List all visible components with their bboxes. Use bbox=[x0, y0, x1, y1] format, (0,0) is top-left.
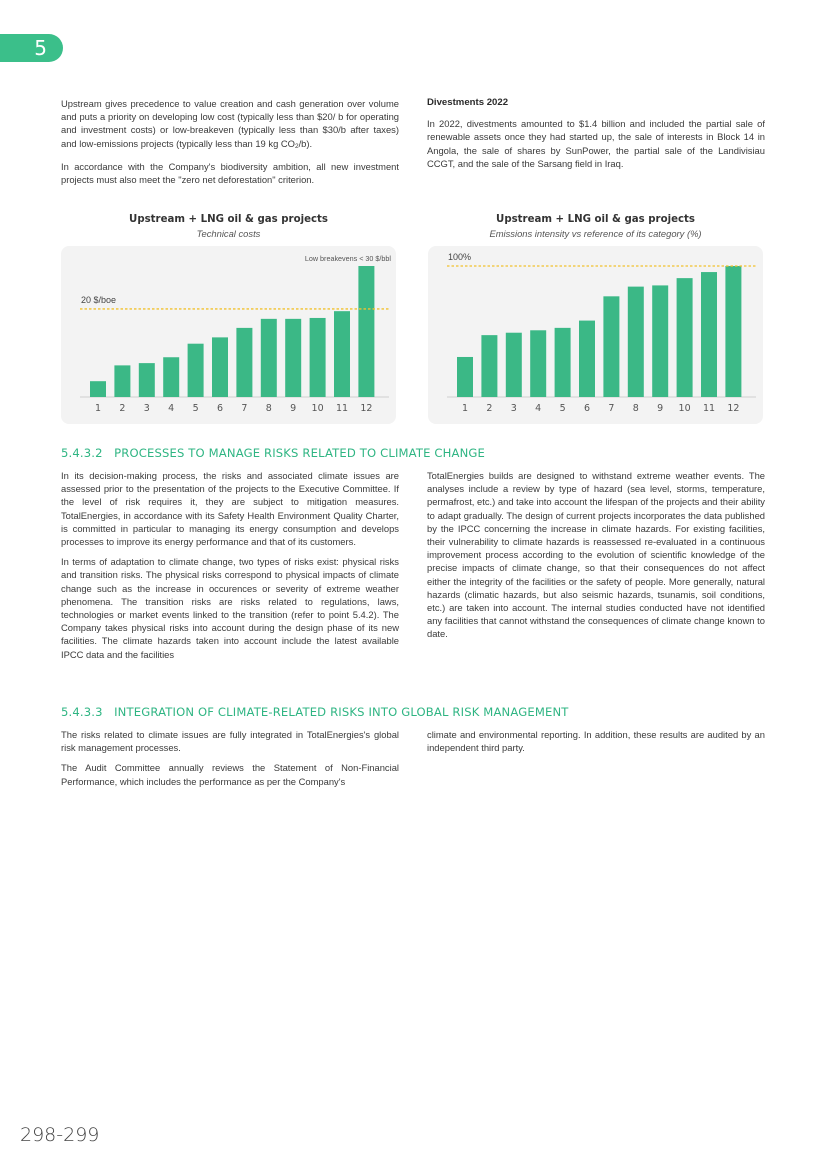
divestments-text: In 2022, divestments amounted to $1.4 billion and included the partial sale of renewable assets once they had started up, the sale of interests in Block 14 in Angola, the sale of shares by SunPower, the partial sale of the Landivisiau CCGT, and the sale of the Sarsang field in Iraq. bbox=[427, 118, 765, 169]
tick-label-3: 3 bbox=[510, 403, 517, 414]
section-5433-left-column bbox=[61, 728, 399, 795]
intro-paragraph-1 bbox=[61, 97, 399, 153]
tick-label-4: 4 bbox=[535, 403, 542, 414]
annotation-label: Low breakevens < 30 $/bbl bbox=[304, 254, 391, 263]
bar-3 bbox=[139, 363, 155, 397]
tick-label-9: 9 bbox=[290, 403, 297, 414]
bar-7 bbox=[603, 296, 619, 397]
section-5433-left-p1: The risks related to climate issues are fully integrated in TotalEnergies's global risk management processes. bbox=[61, 729, 399, 754]
section-5432-right-p1: TotalEnergies builds are designed to withstand extreme weather events. The analyses include a review by type of hazard (sea level, storms, temperature, permafrost, etc.) and take into account the lifespan of the projects and their ability to adapt gradually. The design of current projects incorporates the data published by the IPCC concerning the increase in climate hazards. For existing facilities, their vulnerability to climate hazards is reassessed re-evaluated in a continuous improvement process according to the evolution of scientific knowledge of the precise impacts of climate change, so that their consequences do not affect either the integrity of the facilities or the safety of people. More generally, natural hazards (climatic hazards, but also seismic hazards, tsunamis, soil conditions, etc.) are taken into account. The internal studies conducted have not identified any facilities that cannot withstand the consequences of climate change known to date. bbox=[427, 470, 765, 640]
section-5433-title: 5.4.3.3 INTEGRATION OF CLIMATE-RELATED RISKS INTO GLOBAL RISK MANAGEMENT bbox=[61, 705, 569, 719]
bar-6 bbox=[579, 321, 595, 397]
tick-label-6: 6 bbox=[216, 403, 224, 414]
bar-2 bbox=[481, 335, 497, 397]
bar-3 bbox=[506, 333, 522, 397]
bar-9 bbox=[652, 285, 668, 397]
bar-1 bbox=[457, 357, 473, 397]
chart-1-panel bbox=[61, 246, 396, 424]
tick-label-12: 12 bbox=[360, 403, 373, 414]
bar-2 bbox=[114, 365, 130, 397]
tick-label-10: 10 bbox=[678, 403, 691, 414]
bar-6 bbox=[212, 337, 228, 397]
divestments-column bbox=[427, 96, 765, 177]
bar-11 bbox=[334, 311, 350, 397]
tick-label-1: 1 bbox=[461, 403, 469, 414]
bar-10 bbox=[677, 278, 693, 397]
chart-1-title: Upstream + LNG oil & gas projects bbox=[129, 214, 328, 225]
bar-12 bbox=[725, 266, 741, 397]
intro-column bbox=[61, 97, 399, 193]
tick-label-5: 5 bbox=[559, 403, 566, 414]
tick-label-7: 7 bbox=[241, 403, 248, 414]
tick-label-2: 2 bbox=[486, 403, 493, 414]
tick-label-6: 6 bbox=[583, 403, 591, 414]
tick-label-7: 7 bbox=[608, 403, 615, 414]
bar-7 bbox=[236, 328, 252, 397]
tick-label-9: 9 bbox=[657, 403, 664, 414]
chart-2-subtitle: Emissions intensity vs reference of its category (%) bbox=[489, 228, 702, 239]
section-5432-right-column bbox=[427, 469, 765, 648]
chart-1-svg bbox=[61, 246, 396, 424]
bar-4 bbox=[163, 357, 179, 397]
divestments-heading: Divestments 2022 bbox=[427, 97, 509, 108]
section-5432-left-p1: In its decision-making process, the risks and associated climate issues are assessed prior to the presentation of the projects to the Executive Committee. If the level of risk requires it, they are subject to mitigation measures. TotalEnergies, in accordance with its Safety Health Environment Quality Charter, is committed in particular to managing its energy consumption and develops processes to improve its energy performance and that of its customers. bbox=[61, 470, 399, 548]
bar-5 bbox=[555, 328, 571, 397]
tick-label-11: 11 bbox=[335, 403, 349, 414]
tick-label-12: 12 bbox=[727, 403, 740, 414]
bar-8 bbox=[628, 287, 644, 397]
bar-5 bbox=[188, 344, 204, 397]
page-number: 298-299 bbox=[20, 1124, 100, 1146]
bar-11 bbox=[701, 272, 717, 397]
tick-label-10: 10 bbox=[311, 403, 324, 414]
chart-2-title: Upstream + LNG oil & gas projects bbox=[496, 214, 695, 225]
section-5433-right-p1: climate and environmental reporting. In addition, these results are audited by an independent third party. bbox=[427, 729, 765, 754]
section-5432-left-p2: In terms of adaptation to climate change, two types of risks exist: physical risks and transition risks. The physical risks correspond to physical impacts of climate change such as the increase in occurences or severity of extreme weather phenomena. The transition risks are risks related to regulations, laws, technologies or market events linked to the transition (refer to point 5.4.2). The Company takes physical risks into account during the design phase of its new facilities. The climate hazards taken into account include the latest available IPCC data and the facilities bbox=[61, 556, 399, 660]
bar-8 bbox=[261, 319, 277, 397]
chart-1-subtitle: Technical costs bbox=[196, 228, 261, 239]
section-5432-left-column bbox=[61, 469, 399, 668]
co2-subscript: 2 bbox=[294, 142, 299, 150]
bar-1 bbox=[90, 381, 106, 397]
chart-2-svg bbox=[428, 246, 763, 424]
bar-12 bbox=[358, 266, 374, 397]
tick-label-1: 1 bbox=[94, 403, 102, 414]
chapter-tab: 5 bbox=[0, 34, 63, 62]
section-5432-title: 5.4.3.2 PROCESSES TO MANAGE RISKS RELATED TO CLIMATE CHANGE bbox=[61, 446, 486, 460]
intro-text-b: /b). bbox=[298, 137, 313, 149]
intro-text-a: Upstream gives precedence to value creation and cash generation over volume and puts a priority on developing low cost (typically less than $20/ b for operating and investment costs) or low-breakeven (typically less than $30/b after taxes) and low-emissions projects (typically less than 19 kg CO bbox=[61, 98, 399, 149]
bar-9 bbox=[285, 319, 301, 397]
bar-10 bbox=[310, 318, 326, 397]
tick-label-2: 2 bbox=[119, 403, 126, 414]
tick-label-8: 8 bbox=[632, 403, 639, 414]
tick-label-3: 3 bbox=[143, 403, 150, 414]
tick-label-11: 11 bbox=[702, 403, 716, 414]
intro-paragraph-2: In accordance with the Company's biodiversity ambition, all new investment projects must also meet the "zero net deforestation" criterion. bbox=[61, 160, 399, 186]
section-5433-right-column bbox=[427, 728, 765, 761]
tick-label-8: 8 bbox=[265, 403, 272, 414]
tick-label-4: 4 bbox=[168, 403, 175, 414]
reference-label: 20 $/boe bbox=[81, 294, 117, 305]
tick-label-5: 5 bbox=[192, 403, 199, 414]
reference-label: 100% bbox=[448, 252, 472, 262]
section-5433-left-p2: The Audit Committee annually reviews the Statement of Non-Financial Performance, which includes the performance as per the Company's bbox=[61, 762, 399, 787]
bar-4 bbox=[530, 330, 546, 397]
chart-2-panel bbox=[428, 246, 763, 424]
